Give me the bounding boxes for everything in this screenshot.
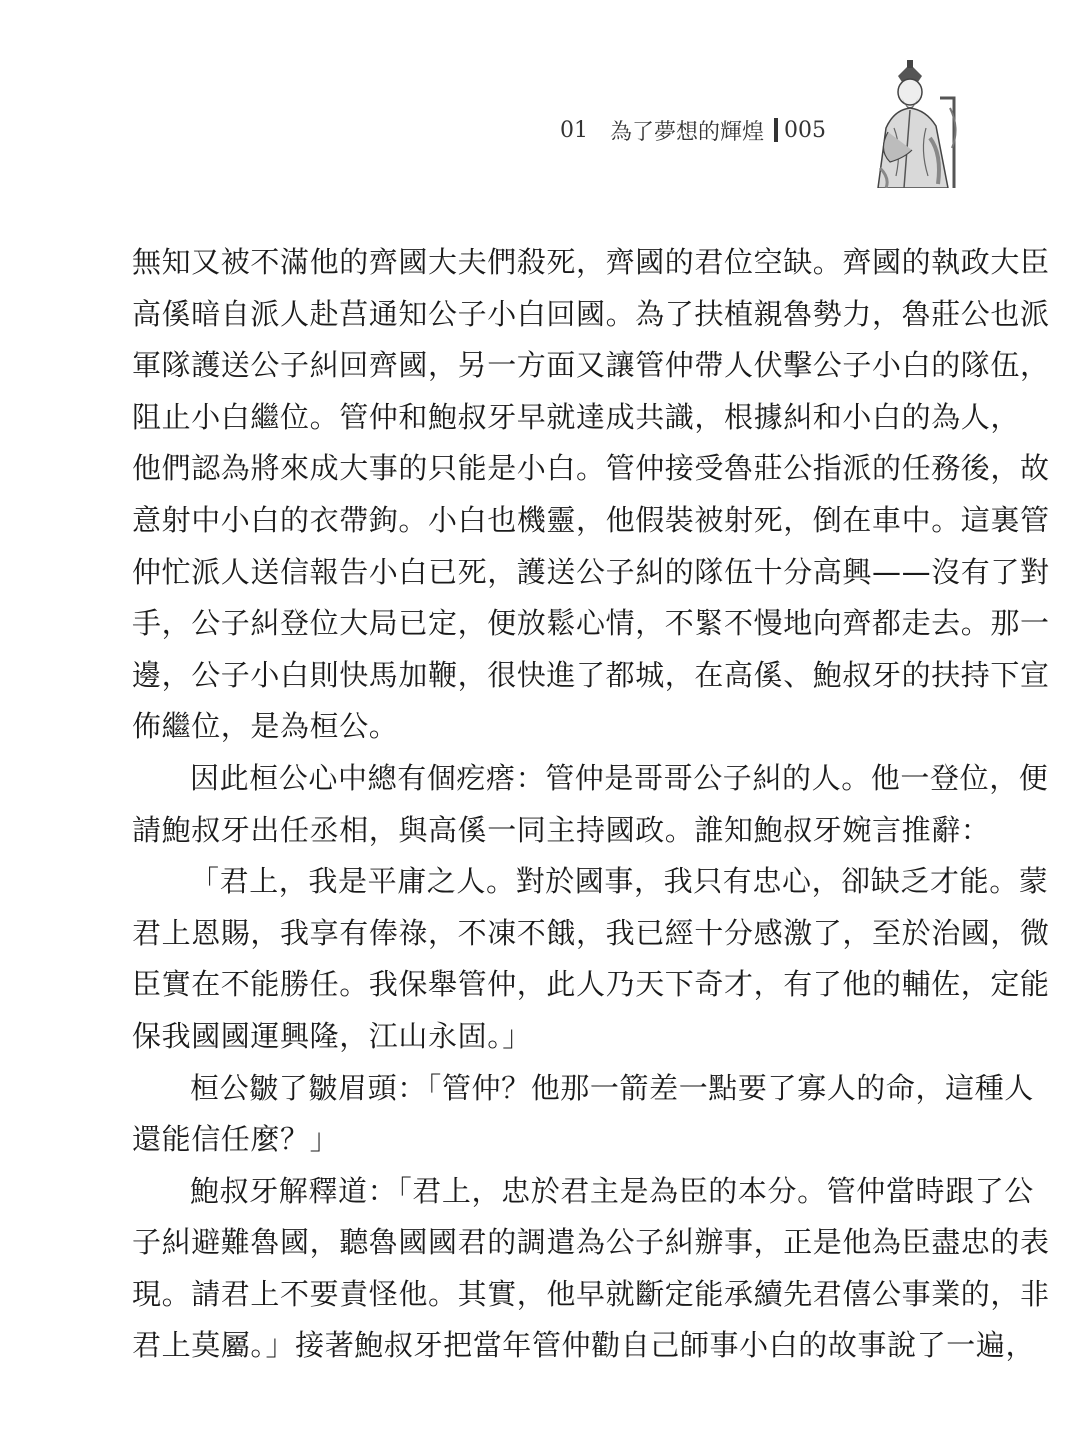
ancient-scholar-portrait-icon	[850, 58, 970, 188]
text-line: 君上莫屬。」接著鮑叔牙把當年管仲勸自己師事小白的故事說了一遍，	[132, 1328, 1036, 1363]
text-line: 鮑叔牙解釋道：「君上，忠於君主是為臣的本分。管仲當時跟了公	[190, 1173, 1034, 1208]
chapter-title: 為了夢想的輝煌	[610, 119, 765, 145]
paragraph	[132, 856, 1050, 1062]
text-line: 因此桓公心中總有個疙瘩：管仲是哥哥公子糾的人。他一登位，便	[190, 760, 1049, 795]
text-line: 臣實在不能勝任。我保舉管仲，此人乃天下奇才，有了他的輔佐，定能	[132, 967, 1050, 1002]
chapter-number: 01	[560, 117, 588, 143]
page-number: 005	[784, 117, 827, 143]
text-line: 子糾避難魯國，聽魯國國君的調遣為公子糾辦事，正是他為臣盡忠的表	[132, 1225, 1050, 1260]
running-header	[560, 112, 850, 148]
header-divider	[774, 118, 778, 142]
text-line: 手，公子糾登位大局已定，便放鬆心情，不緊不慢地向齊都走去。那一	[132, 606, 1050, 641]
text-line: 無知又被不滿他的齊國大夫們殺死，齊國的君位空缺。齊國的執政大臣	[132, 245, 1050, 279]
text-line: 佈繼位，是為桓公。	[132, 709, 399, 744]
text-line: 意射中小白的衣帶鉤。小白也機靈，他假裝被射死，倒在車中。這裏管	[132, 502, 1050, 537]
text-line: 保我國國運興隆，江山永固。」	[132, 1018, 532, 1053]
paragraph	[132, 753, 1049, 856]
text-line: 他們認為將來成大事的只能是小白。管仲接受魯莊公指派的任務後，故	[132, 451, 1050, 486]
text-line: 邊，公子小白則快馬加鞭，很快進了都城，在高傒、鮑叔牙的扶持下宣	[132, 657, 1050, 692]
text-line: 阻止小白繼位。管仲和鮑叔牙早就達成共識，根據糾和小白的為人，	[132, 399, 1021, 434]
paragraph	[132, 1166, 1050, 1372]
text-line: 君上恩賜，我享有俸祿，不凍不餓，我已經十分感激了，至於治國，微	[132, 915, 1050, 950]
paragraph	[132, 1063, 1034, 1166]
main-text	[132, 237, 1050, 1372]
text-line: 仲忙派人送信報告小白已死，護送公子糾的隊伍十分高興——沒有了對	[132, 554, 1050, 589]
text-line: 還能信任麼？」	[132, 1122, 340, 1157]
text-line: 「君上，我是平庸之人。對於國事，我只有忠心，卻缺乏才能。蒙	[190, 864, 1049, 899]
text-line: 軍隊護送公子糾回齊國，另一方面又讓管仲帶人伏擊公子小白的隊伍，	[132, 348, 1050, 383]
text-line: 現。請君上不要責怪他。其實，他早就斷定能承續先君僖公事業的，非	[132, 1276, 1050, 1311]
text-line: 請鮑叔牙出任丞相，與高傒一同主持國政。誰知鮑叔牙婉言推辭：	[132, 812, 991, 847]
text-line: 高傒暗自派人赴莒通知公子小白回國。為了扶植親魯勢力，魯莊公也派	[132, 296, 1050, 331]
paragraph	[132, 237, 1050, 753]
text-line: 桓公皺了皺眉頭：「管仲？他那一箭差一點要了寡人的命，這種人	[190, 1070, 1034, 1105]
